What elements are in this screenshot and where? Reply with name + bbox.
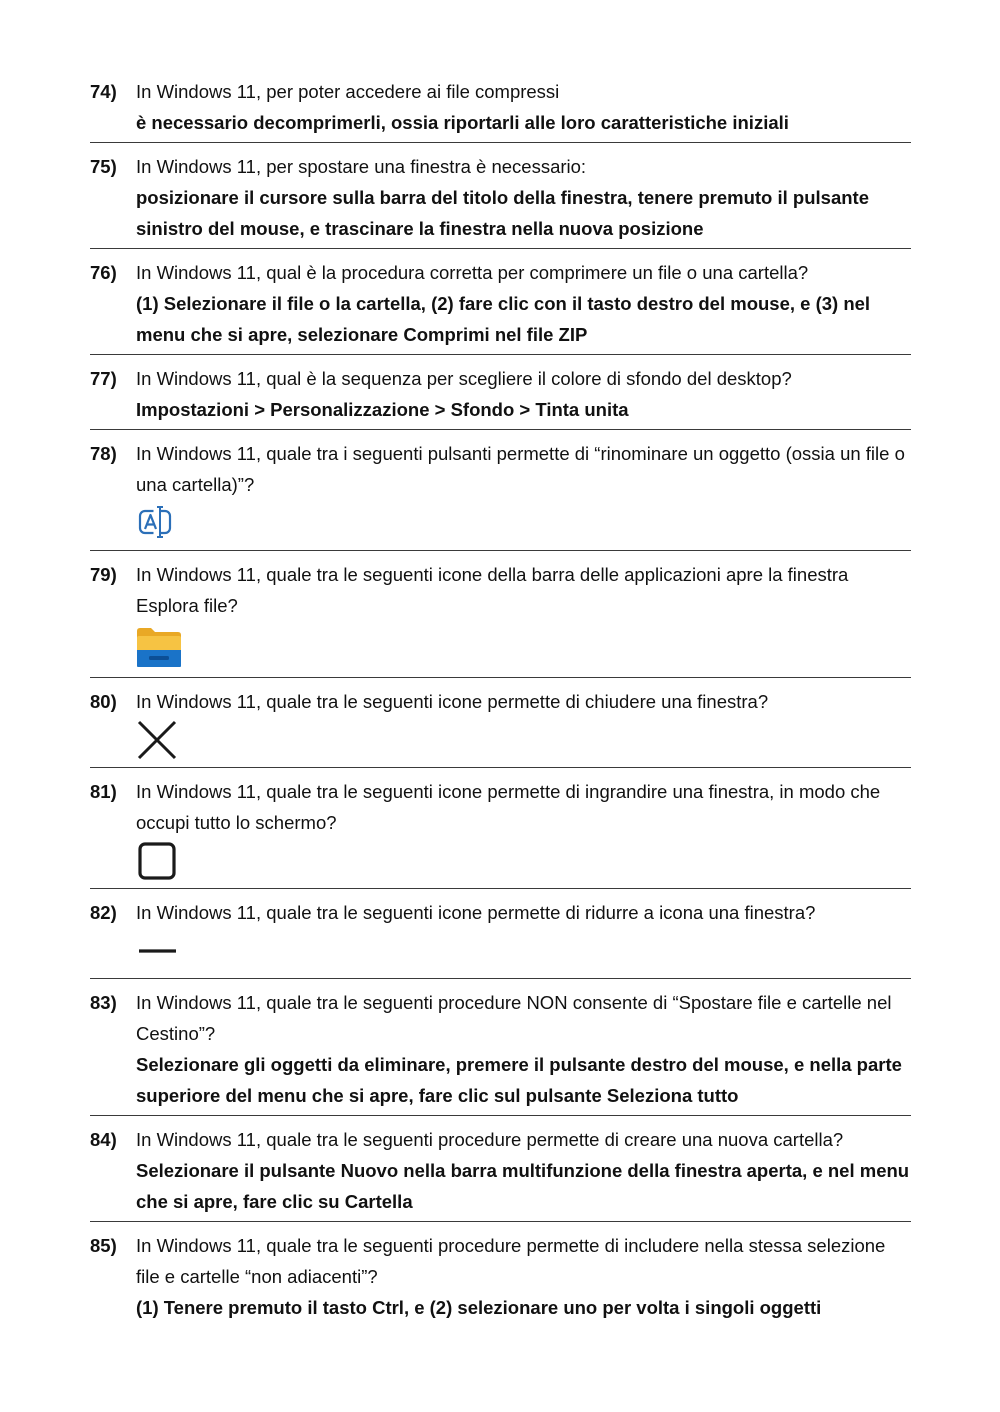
question-text: In Windows 11, quale tra le seguenti procedure NON consente di “Spostare file e cartelle nel Cestino”? (136, 992, 892, 1044)
item-number: 80) (90, 691, 117, 712)
answer-text: è necessario decomprimerli, ossia riportarli alle loro caratteristiche iniziali (136, 112, 789, 133)
quiz-item-80 (90, 686, 911, 768)
answer-text: Selezionare gli oggetti da eliminare, premere il pulsante destro del mouse, e nella parte superiore del menu che si apre, fare clic sul pulsante Seleziona tutto (136, 1054, 902, 1106)
quiz-item-85 (90, 1230, 911, 1327)
question-text: In Windows 11, quale tra le seguenti icone permette di chiudere una finestra? (136, 691, 769, 712)
answer-icon-row (136, 621, 911, 673)
item-number: 74) (90, 81, 117, 102)
item-body (136, 559, 911, 673)
item-number: 85) (90, 1235, 117, 1256)
answer-icon-row (136, 717, 911, 763)
file-explorer-folder-icon (136, 626, 182, 668)
answer-text: Selezionare il pulsante Nuovo nella barra multifunzione della finestra aperta, e nel menu che si apre, fare clic su Cartella (136, 1160, 910, 1212)
item-body (136, 897, 911, 974)
item-body (136, 438, 911, 546)
question-text: In Windows 11, qual è la procedura corretta per comprimere un file o una cartella? (136, 262, 809, 283)
item-body (136, 151, 911, 244)
item-body (136, 776, 911, 884)
item-number: 78) (90, 443, 117, 464)
item-number: 82) (90, 902, 117, 923)
item-body (136, 686, 911, 763)
quiz-item-83 (90, 987, 911, 1116)
answer-icon-row (136, 500, 911, 546)
question-text: In Windows 11, quale tra le seguenti procedure permette di includere nella stessa selezione file e cartelle “non adiacenti”? (136, 1235, 886, 1287)
quiz-item-81 (90, 776, 911, 889)
answer-text: (1) Selezionare il file o la cartella, (2) fare clic con il tasto destro del mouse, e (3) nel menu che si apre, selezionare Comprimi nel file ZIP (136, 293, 871, 345)
quiz-item-84 (90, 1124, 911, 1222)
item-body (136, 363, 911, 425)
quiz-item-79 (90, 559, 911, 678)
quiz-list (90, 76, 911, 1335)
item-body (136, 257, 911, 350)
quiz-item-82 (90, 897, 911, 979)
item-number: 83) (90, 992, 117, 1013)
item-number: 76) (90, 262, 117, 283)
item-number: 79) (90, 564, 117, 585)
item-number: 81) (90, 781, 117, 802)
quiz-item-74 (90, 76, 911, 143)
item-number: 75) (90, 156, 117, 177)
item-body (136, 987, 911, 1111)
close-x-icon (136, 719, 178, 761)
quiz-item-77 (90, 363, 911, 430)
maximize-square-icon (136, 840, 178, 882)
item-number: 84) (90, 1129, 117, 1150)
minimize-line-icon (136, 931, 180, 971)
quiz-item-76 (90, 257, 911, 355)
question-text: In Windows 11, per poter accedere ai file compressi (136, 81, 560, 102)
question-text: In Windows 11, quale tra le seguenti icone permette di ingrandire una finestra, in modo che occupi tutto lo schermo? (136, 781, 881, 833)
question-text: In Windows 11, quale tra le seguenti icone permette di ridurre a icona una finestra? (136, 902, 816, 923)
quiz-item-78 (90, 438, 911, 551)
item-number: 77) (90, 368, 117, 389)
question-text: In Windows 11, quale tra le seguenti icone della barra delle applicazioni apre la finestra Esplora file? (136, 564, 849, 616)
item-body (136, 1124, 911, 1217)
item-body (136, 76, 911, 138)
answer-text: Impostazioni > Personalizzazione > Sfondo > Tinta unita (136, 399, 629, 420)
question-text: In Windows 11, quale tra i seguenti pulsanti permette di “rinominare un oggetto (ossia un file o una cartella)”? (136, 443, 905, 495)
question-text: In Windows 11, quale tra le seguenti procedure permette di creare una nuova cartella? (136, 1129, 844, 1150)
question-text: In Windows 11, qual è la sequenza per scegliere il colore di sfondo del desktop? (136, 368, 792, 389)
answer-icon-row (136, 928, 911, 974)
question-text: In Windows 11, per spostare una finestra è necessario: (136, 156, 587, 177)
answer-text: (1) Tenere premuto il tasto Ctrl, e (2) selezionare uno per volta i singoli oggetti (136, 1297, 822, 1318)
answer-text: posizionare il cursore sulla barra del titolo della finestra, tenere premuto il pulsante sinistro del mouse, e trascinare la finestra nella nuova posizione (136, 187, 869, 239)
answer-icon-row (136, 838, 911, 884)
quiz-item-75 (90, 151, 911, 249)
item-body (136, 1230, 911, 1323)
rename-icon (136, 503, 176, 543)
